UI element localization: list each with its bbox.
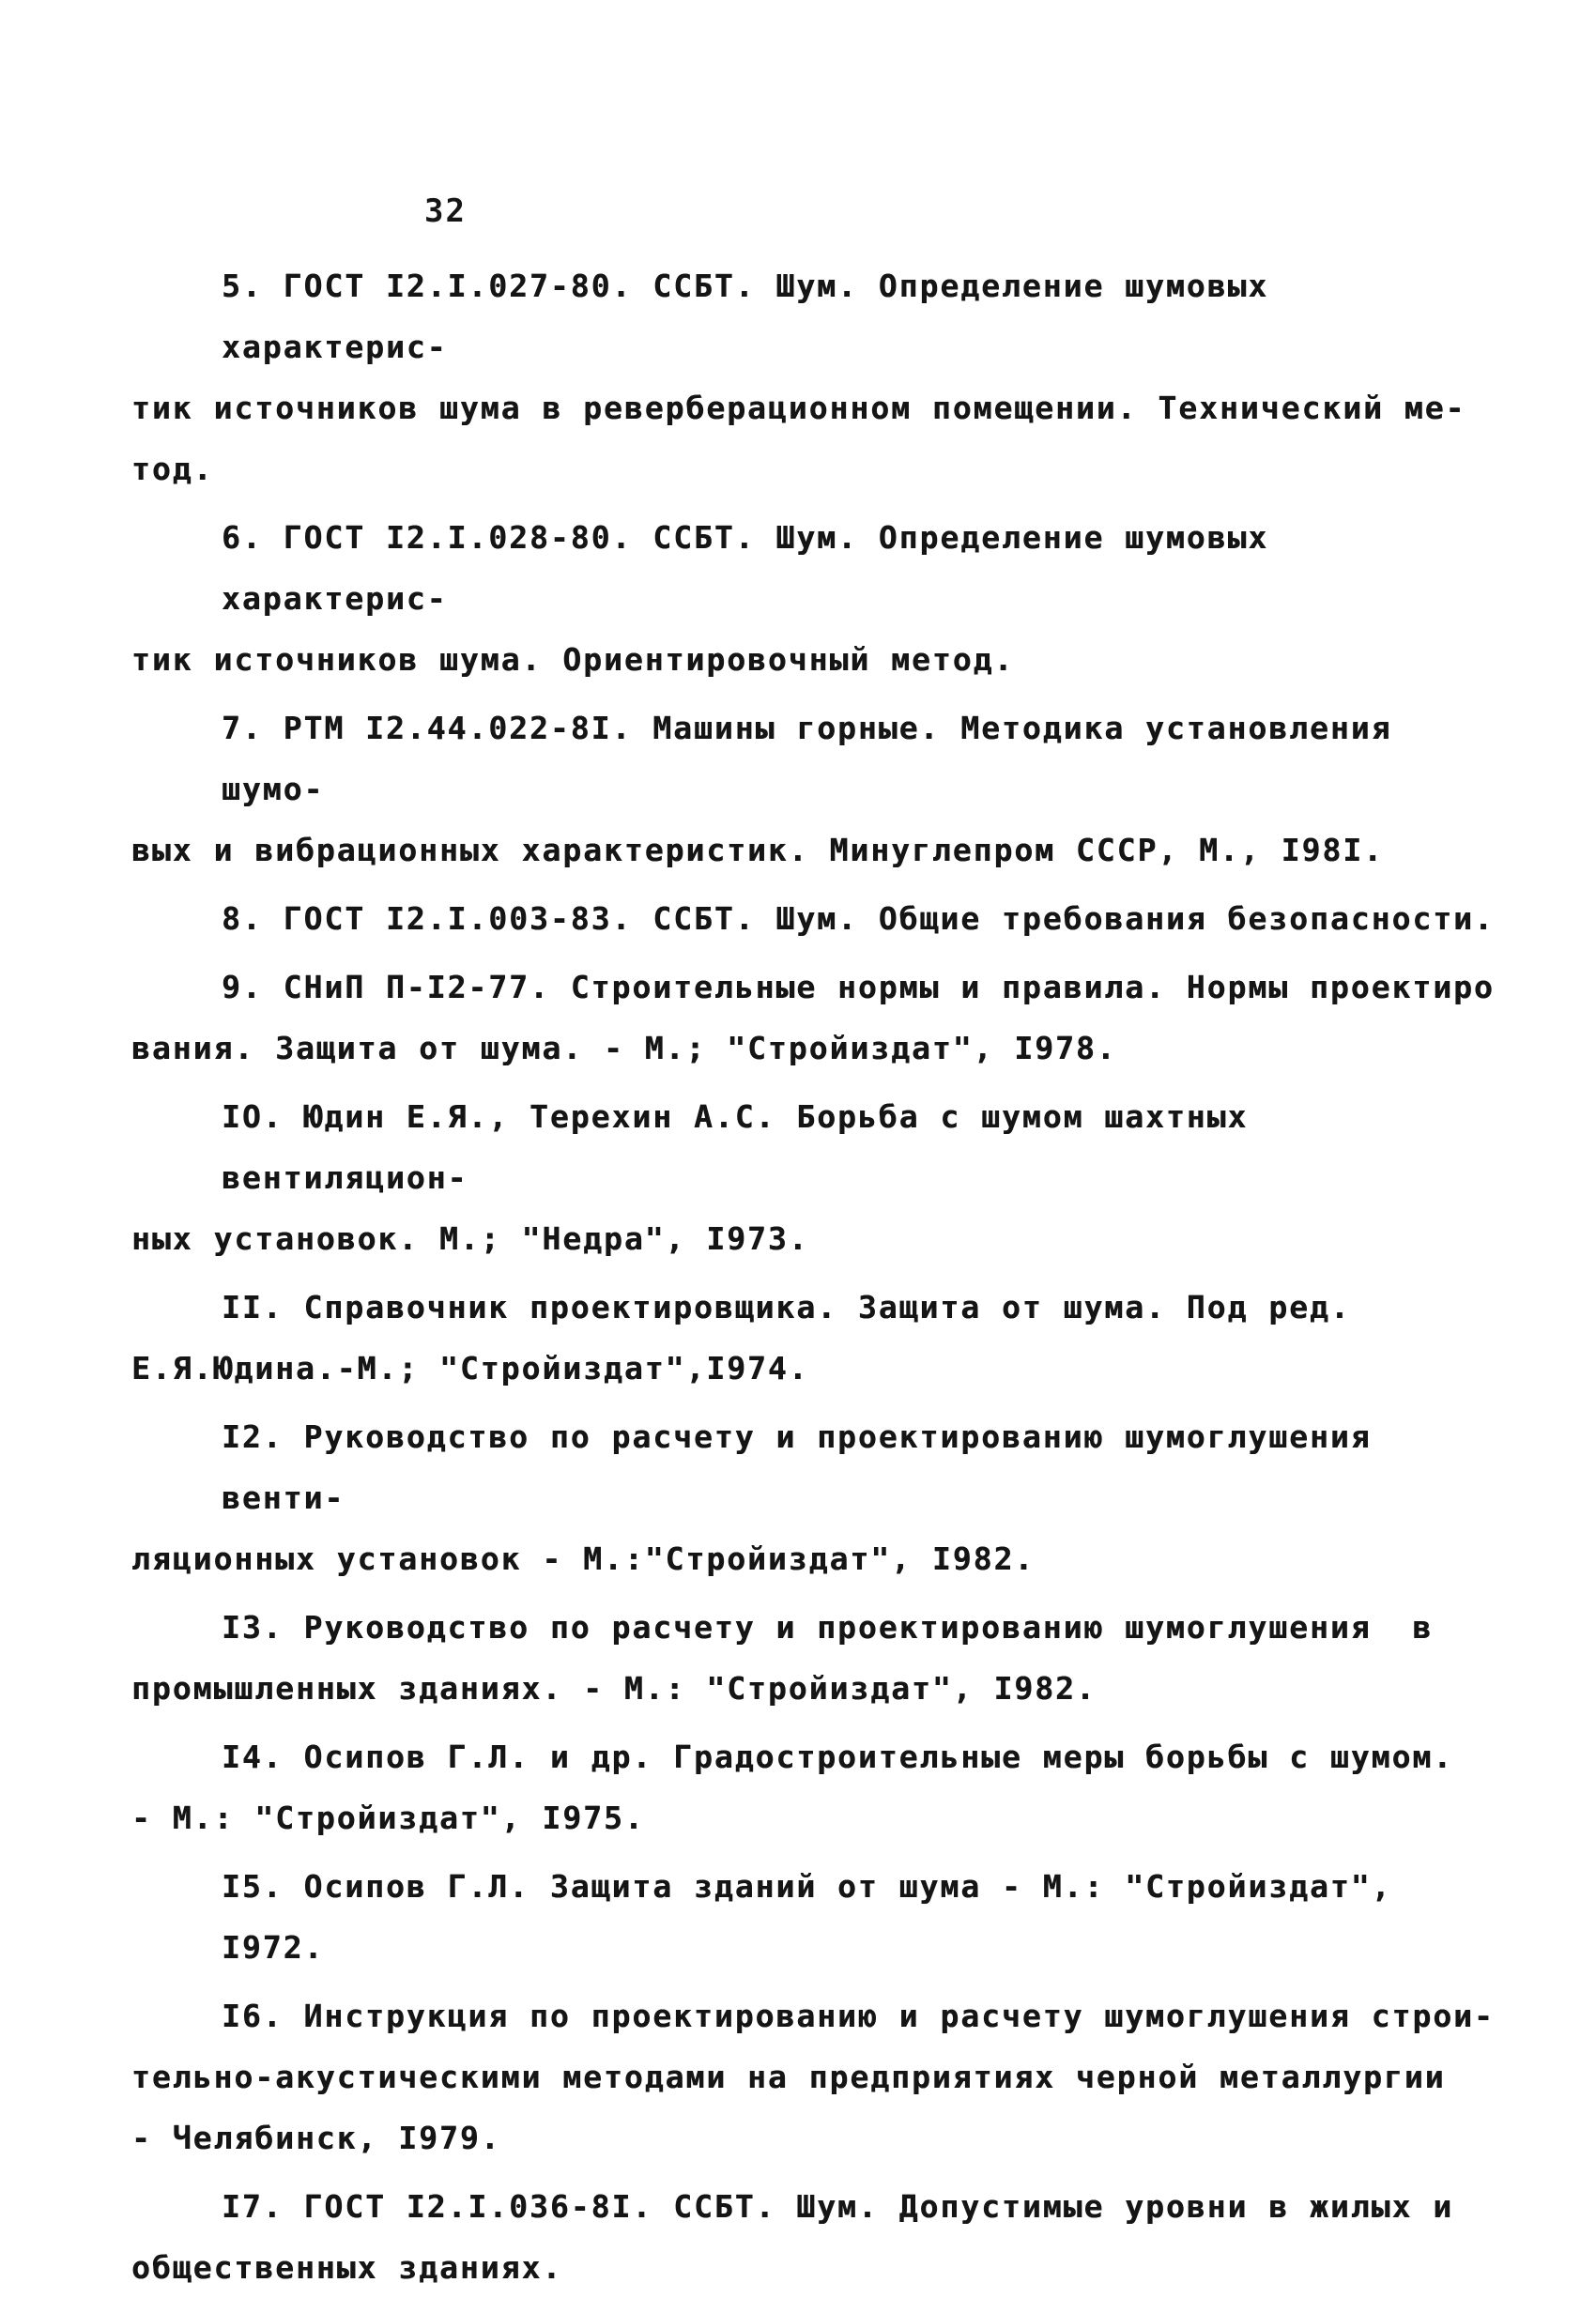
reference-line: ляционных установок - М.:"Стройиздат", I982. — [131, 1540, 1036, 1577]
reference-line: 7. РТМ I2.44.022-8I. Машины горные. Методика установления шумо- — [222, 710, 1413, 807]
reference-line: I3. Руководство по расчету и проектированию шумоглушения в — [222, 1609, 1434, 1646]
reference-line: II. Справочник проектировщика. Защита от шума. Под ред. — [222, 1289, 1351, 1325]
references-list — [131, 255, 1502, 2298]
reference-line: тод. — [131, 451, 214, 487]
reference-item — [131, 1086, 1502, 1269]
page-number: 32 — [424, 192, 467, 230]
reference-line: I2. Руководство по расчету и проектированию шумоглушения венти- — [222, 1418, 1392, 1516]
reference-item — [131, 1406, 1502, 1589]
reference-line: вания. Защита от шума. - М.; "Стройиздат", I978. — [131, 1030, 1117, 1066]
reference-line: тик источников шума в реверберационном помещении. Технический ме- — [131, 390, 1466, 426]
reference-line: 6. ГОСТ I2.I.028-80. ССБТ. Шум. Определение шумовых характерис- — [222, 519, 1290, 617]
reference-line: I4. Осипов Г.Л. и др. Градостроительные меры борьбы с шумом. — [222, 1739, 1454, 1775]
reference-line: 5. ГОСТ I2.I.027-80. ССБТ. Шум. Определение шумовых характерис- — [222, 268, 1290, 365]
reference-line: 8. ГОСТ I2.I.003-83. ССБТ. Шум. Общие требования безопасности. — [222, 900, 1495, 937]
reference-line: тельно-акустическими методами на предприятиях черной металлургии — [131, 2059, 1446, 2095]
reference-item — [131, 1277, 1502, 1399]
reference-line: промышленных зданиях. - М.: "Стройиздат", I982. — [131, 1670, 1097, 1707]
reference-item — [131, 2176, 1502, 2298]
reference-line: - М.: "Стройиздат", I975. — [131, 1800, 645, 1836]
reference-item — [131, 255, 1502, 499]
reference-line: I6. Инструкция по проектированию и расчету шумоглушения строи- — [222, 1998, 1495, 2034]
reference-item — [131, 1726, 1502, 1848]
reference-line: вых и вибрационных характеристик. Минуглепром СССР, М., I98I. — [131, 832, 1384, 868]
reference-item — [131, 957, 1502, 1079]
reference-line: I7. ГОСТ I2.I.036-8I. ССБТ. Шум. Допустимые уровни в жилых и — [222, 2188, 1454, 2225]
reference-line: 9. СНиП П-I2-77. Строительные нормы и правила. Нормы проектиро — [222, 969, 1495, 1005]
reference-line: общественных зданиях. — [131, 2249, 563, 2286]
reference-line: IO. Юдин Е.Я., Терехин А.С. Борьба с шумом шахтных вентиляцион- — [222, 1098, 1269, 1196]
reference-line: ных установок. М.; "Недра", I973. — [131, 1220, 809, 1257]
reference-item — [131, 507, 1502, 690]
reference-line: Е.Я.Юдина.-М.; "Стройиздат",I974. — [131, 1350, 809, 1386]
reference-item — [131, 888, 1502, 949]
reference-line: I5. Осипов Г.Л. Защита зданий от шума - М.: "Стройиздат", I972. — [222, 1868, 1413, 1966]
reference-item — [131, 1856, 1502, 1978]
reference-line: тик источников шума. Ориентировочный метод. — [131, 641, 1015, 678]
reference-item — [131, 1985, 1502, 2168]
reference-item — [131, 697, 1502, 881]
reference-line: - Челябинск, I979. — [131, 2120, 501, 2156]
reference-item — [131, 1597, 1502, 1719]
